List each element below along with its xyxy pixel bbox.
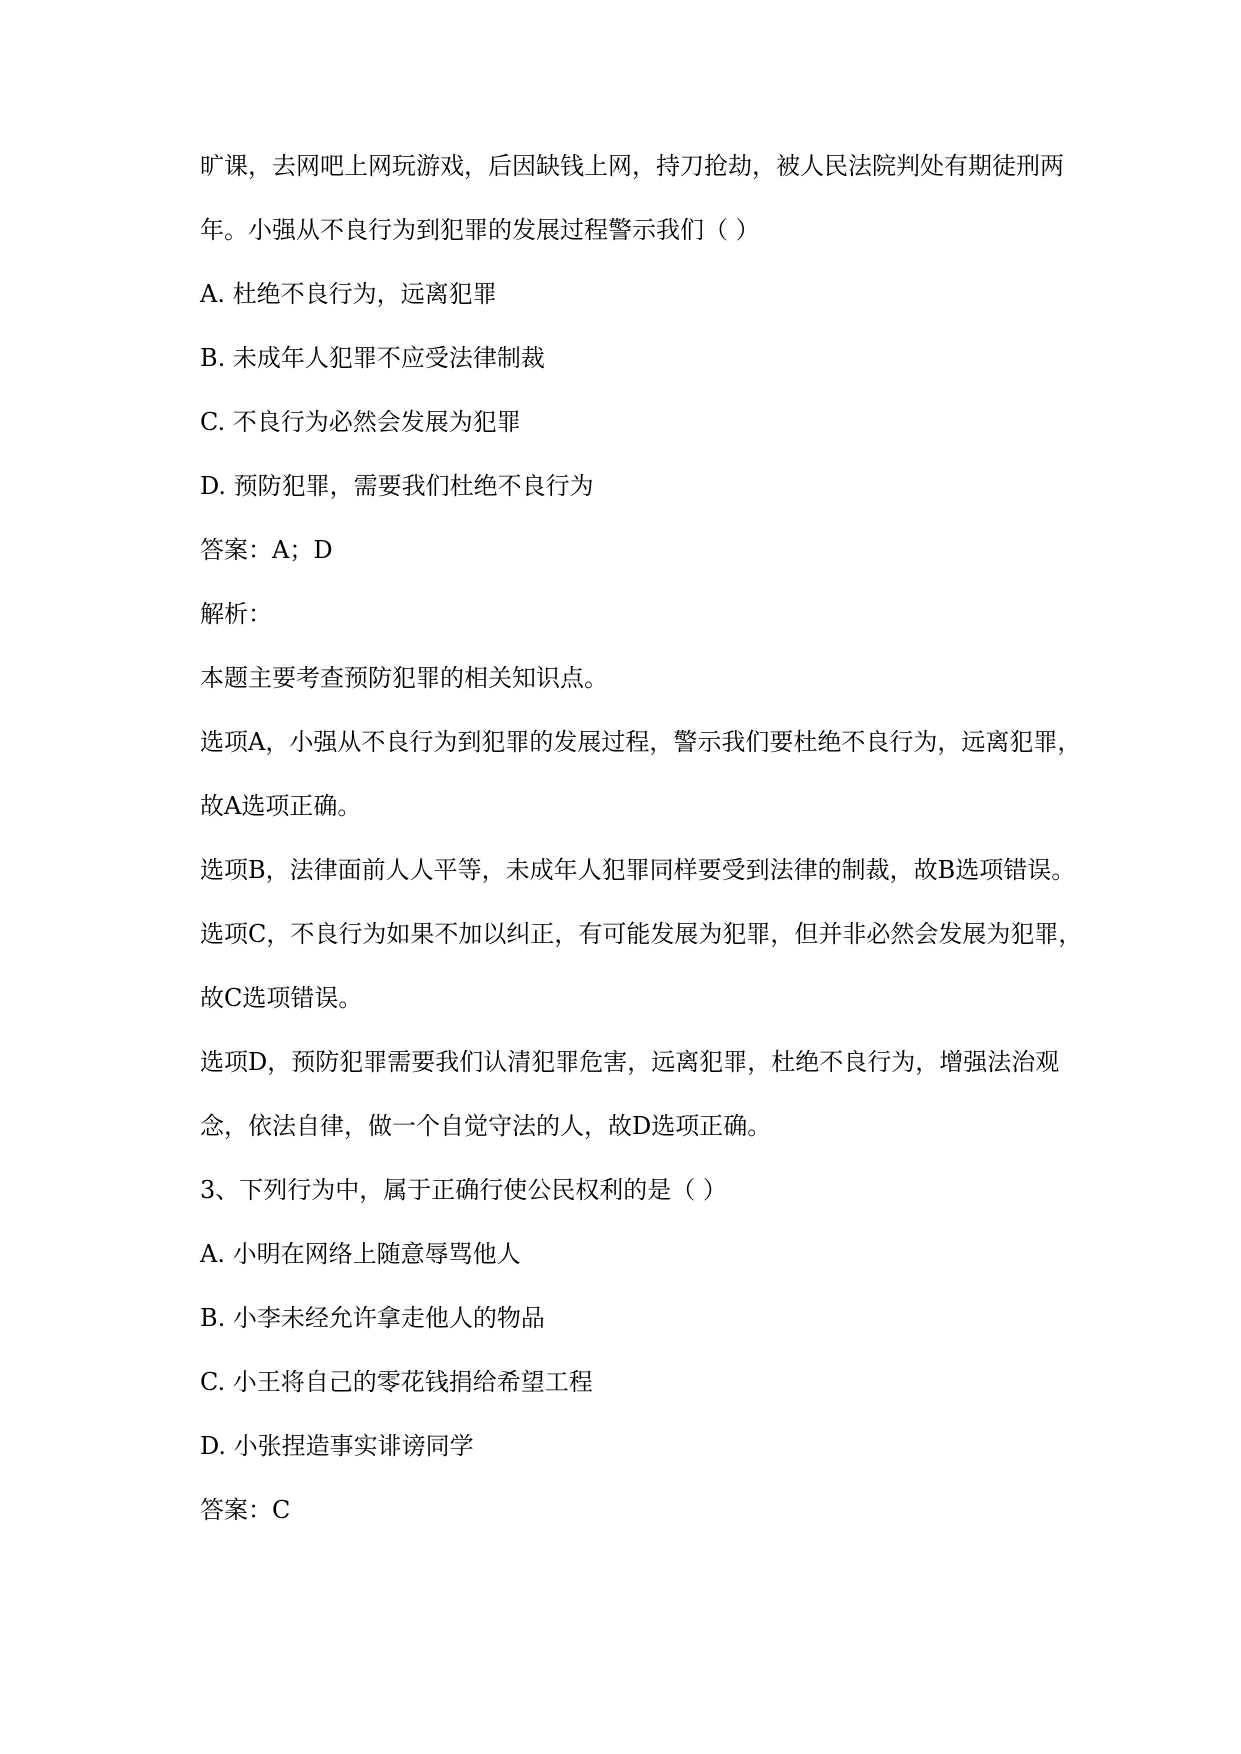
question-3-option-a: A. 小明在网络上随意辱骂他人	[200, 1240, 521, 1268]
question-2-option-a: A. 杜绝不良行为，远离犯罪	[200, 280, 497, 308]
question-2-analysis-c-line-1: 选项C，不良行为如果不加以纠正，有可能发展为犯罪，但并非必然会发展为犯罪，	[200, 920, 1083, 948]
question-2-analysis-b: 选项B，法律面前人人平等，未成年人犯罪同样要受到法律的制裁，故B选项错误。	[200, 856, 1076, 884]
question-2-stem-line-1: 旷课，去网吧上网玩游戏，后因缺钱上网，持刀抢劫，被人民法院判处有期徒刑两	[200, 152, 1064, 180]
question-3-option-d: D. 小张捏造事实诽谤同学	[200, 1432, 474, 1460]
question-3-option-b: B. 小李未经允许拿走他人的物品	[200, 1304, 545, 1332]
question-2-option-d: D. 预防犯罪，需要我们杜绝不良行为	[200, 472, 594, 500]
question-2-analysis-label: 解析：	[200, 600, 272, 628]
question-2-answer: 答案：A；D	[200, 536, 333, 564]
question-3-option-c: C. 小王将自己的零花钱捐给希望工程	[200, 1368, 593, 1396]
question-2-analysis-d-line-1: 选项D，预防犯罪需要我们认清犯罪危害，远离犯罪，杜绝不良行为，增强法治观	[200, 1048, 1060, 1076]
question-3-answer: 答案：C	[200, 1496, 291, 1524]
question-2-analysis-intro: 本题主要考查预防犯罪的相关知识点。	[200, 664, 608, 692]
question-3-stem: 3、下列行为中，属于正确行使公民权利的是（ ）	[200, 1176, 727, 1204]
question-2-stem-line-2: 年。小强从不良行为到犯罪的发展过程警示我们（ ）	[200, 216, 760, 244]
question-2-analysis-a-line-2: 故A选项正确。	[200, 792, 362, 820]
question-2-analysis-a-line-1: 选项A，小强从不良行为到犯罪的发展过程，警示我们要杜绝不良行为，远离犯罪，	[200, 728, 1082, 756]
question-2-analysis-d-line-2: 念，依法自律，做一个自觉守法的人，故D选项正确。	[200, 1112, 772, 1140]
question-2-option-b: B. 未成年人犯罪不应受法律制裁	[200, 344, 545, 372]
question-2-analysis-c-line-2: 故C选项错误。	[200, 984, 363, 1012]
question-2-option-c: C. 不良行为必然会发展为犯罪	[200, 408, 521, 436]
